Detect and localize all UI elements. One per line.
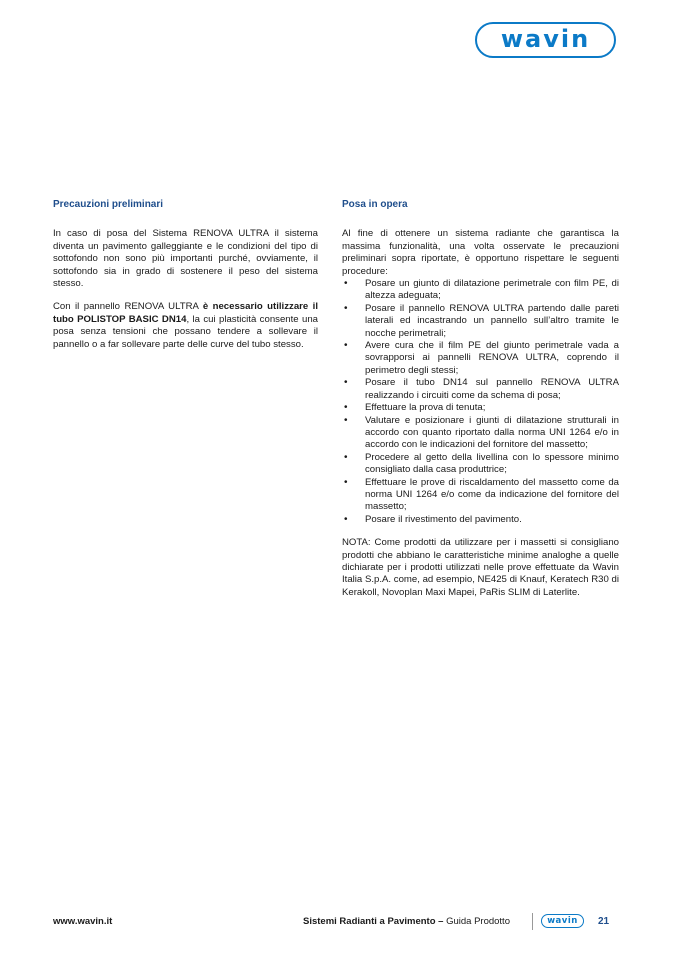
installation-intro: Al fine di ottenere un sistema radiante che garantisca la massima funzionalità, una volta osservate le precauzioni preliminari sopra riportate, è opportuno rispettare le seguenti procedure:: [342, 228, 619, 277]
section-heading-installation: Posa in opera: [342, 199, 408, 210]
list-item: • Valutare e posizionare i giunti di dilatazione strutturali in accordo con quanto riportato dalla norma UNI 1264 e/o in accordo con le indicazioni del fornitore del massetto;: [342, 415, 619, 452]
list-item: • Posare il tubo DN14 sul pannello RENOVA ULTRA realizzando i circuiti come da schema di posa;: [342, 377, 619, 402]
list-item: • Posare il pannello RENOVA ULTRA partendo dalle pareti laterali ed incastrando un pannello sull’altro tramite le nocche perimetrali;: [342, 303, 619, 340]
procedure-list: [342, 278, 619, 526]
right-column: [342, 199, 619, 610]
list-item: • Posare un giunto di dilatazione perimetrale con film PE, di altezza adeguata;: [342, 278, 619, 303]
list-item: • Procedere al getto della livellina con lo spessore minimo consigliato dalla casa produttrice;: [342, 452, 619, 477]
footer-wavin-logo: [541, 914, 584, 928]
precautions-paragraph-2: [53, 301, 318, 351]
footer-title-bold: Sistemi Radianti a Pavimento –: [303, 916, 447, 927]
footer-title: [303, 916, 510, 927]
precautions-paragraph-1: In caso di posa del Sistema RENOVA ULTRA il sistema diventa un pavimento galleggiante e le condizioni del tipo di sottofondo non sono più importanti purché, ovviamente, il sottofondo sia in grado di sostenere il peso del sistema stesso.: [53, 228, 318, 290]
list-item: • Effettuare le prove di riscaldamento del massetto come da norma UNI 1264 e/o come da indicazione del fornitore del massetto;: [342, 477, 619, 514]
wavin-logo: [475, 22, 616, 58]
paragraph-bold-text: è necessario utilizzare il tubo POLISTOP BASIC DN14: [53, 301, 318, 325]
note-paragraph: NOTA: Come prodotti da utilizzare per i massetti si consigliano prodotti che abbiano le caratteristiche minime analoghe a quelle dichiarate per i prodotti utilizzati nelle prove effettuate da Wavin Italia S.p.A. come, ad esempio, NE425 di Knauf, Keratech R30 di Kerakoll, Novoplan Maxi Mapei, PaRis SLIM di Laterlite.: [342, 537, 619, 598]
left-column: [53, 199, 318, 362]
paragraph-text: , la cui plasticità consente una posa senza tensioni che possano tendere a sollevare il pannello o a far sollevare parte delle curve del tubo stesso.: [53, 313, 319, 350]
list-item: • Avere cura che il film PE del giunto perimetrale vada a sovrapporsi ai pannelli RENOVA ULTRA, coprendo il perimetro degli stessi;: [342, 340, 619, 377]
footer-logo-text: wavin: [547, 915, 578, 926]
section-heading-precautions: Precauzioni preliminari: [53, 199, 164, 210]
footer-divider: [532, 913, 533, 930]
wavin-logo-text: wavin: [500, 25, 591, 53]
list-item: • Posare il rivestimento del pavimento.: [342, 514, 619, 526]
footer-title-regular: Guida Prodotto: [446, 916, 510, 927]
list-item: • Effettuare la prova di tenuta;: [342, 402, 619, 414]
page-number: 21: [598, 916, 610, 927]
paragraph-text: Con il pannello RENOVA ULTRA: [53, 301, 203, 313]
footer-url: www.wavin.it: [53, 916, 113, 927]
